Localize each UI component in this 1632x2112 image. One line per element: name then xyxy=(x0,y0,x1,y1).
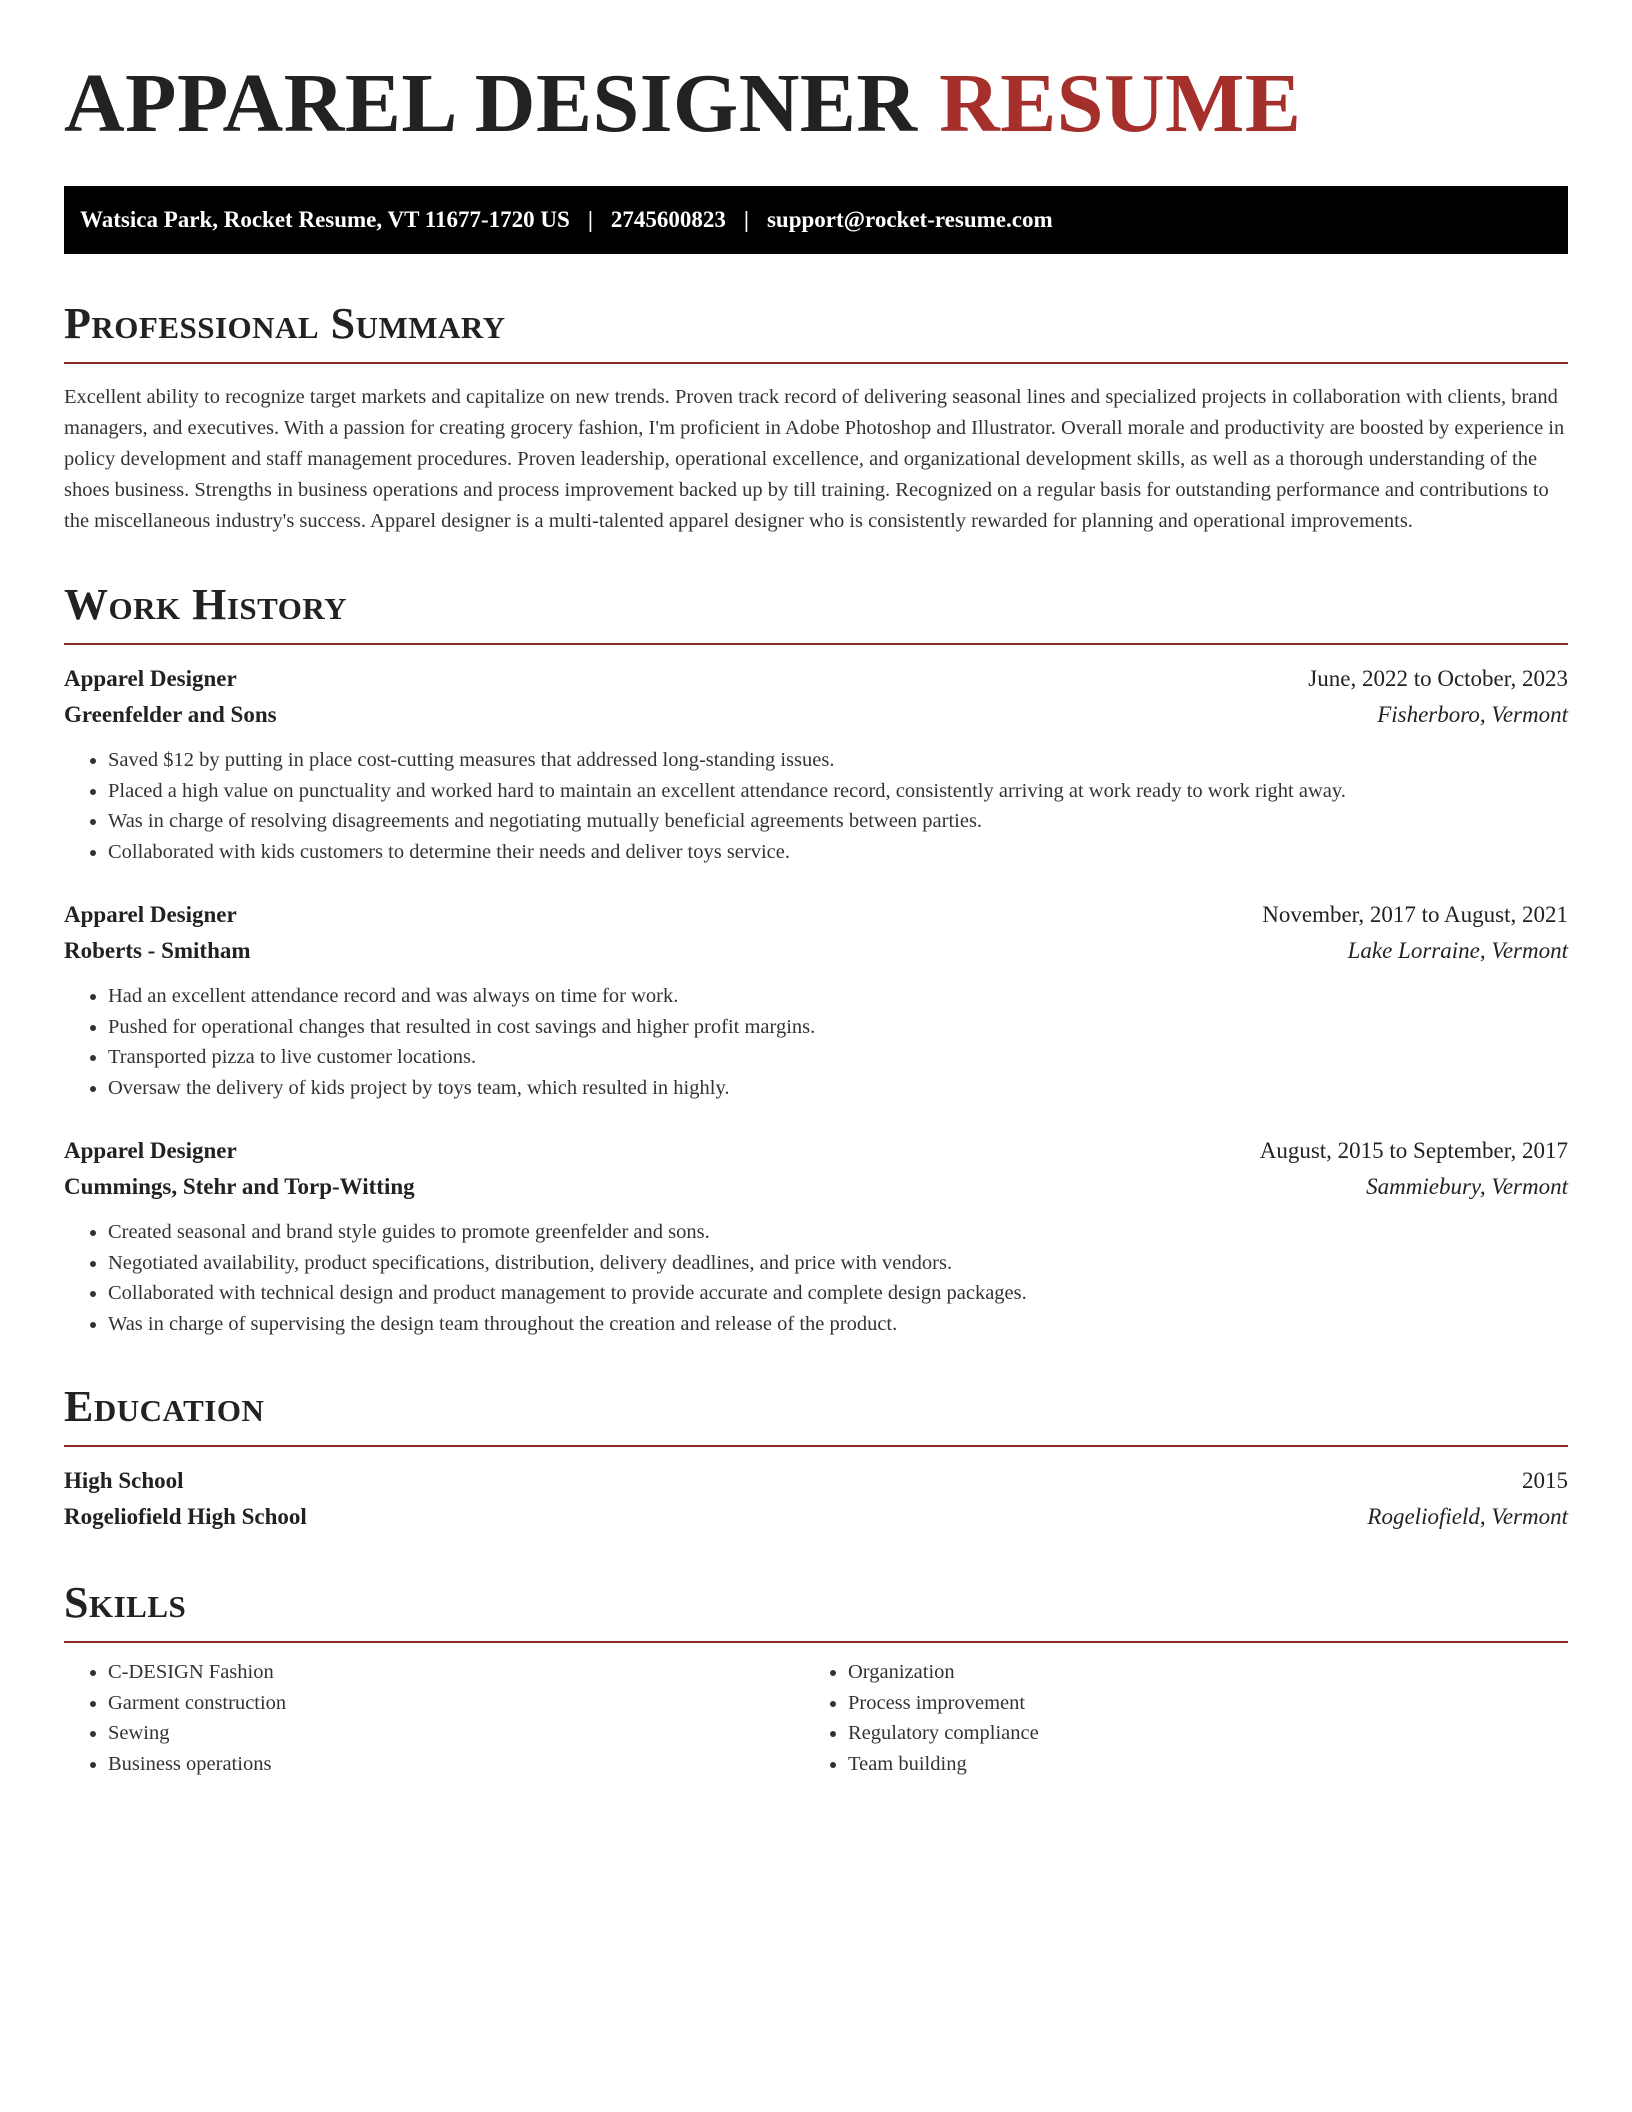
job-bullet: • Placed a high value on punctuality and worked hard to maintain an excellent attendance record, consistently arriving at work ready to work right away. xyxy=(108,776,1568,807)
job-bullet: • Was in charge of resolving disagreements and negotiating mutually beneficial agreements between parties. xyxy=(108,806,1568,837)
section-title-education: Education xyxy=(64,1382,265,1431)
contact-separator: | xyxy=(743,207,749,232)
job-bullet: • Transported pizza to live customer locations. xyxy=(108,1042,1568,1073)
job-bullet: • Pushed for operational changes that resulted in cost savings and higher profit margins. xyxy=(108,1012,1568,1043)
contact-address: Watsica Park, Rocket Resume, VT 11677-1720 US xyxy=(80,207,570,232)
job-bullet: • Negotiated availability, product specifications, distribution, delivery deadlines, and price with vendors. xyxy=(108,1248,1568,1279)
work-history-section xyxy=(64,581,1568,1339)
job-company-row xyxy=(64,1169,1568,1205)
job-company: Cummings, Stehr and Torp-Witting xyxy=(64,1174,415,1199)
job-dates: November, 2017 to August, 2021 xyxy=(1262,902,1568,927)
contact-phone: 2745600823 xyxy=(610,207,726,232)
title-main: APPAREL DESIGNER xyxy=(64,57,918,150)
job-entry xyxy=(64,1133,1568,1339)
section-title-skills: Skills xyxy=(64,1578,187,1627)
job-location: Lake Lorraine, Vermont xyxy=(1347,938,1568,963)
job-dates: August, 2015 to September, 2017 xyxy=(1259,1138,1568,1163)
job-title: Apparel Designer xyxy=(64,1138,237,1163)
job-header-row xyxy=(64,897,1568,933)
skills-list-left xyxy=(64,1657,804,1779)
job-location: Fisherboro, Vermont xyxy=(1377,702,1568,727)
section-title-work-history: Work History xyxy=(64,580,348,629)
summary-section xyxy=(64,300,1568,537)
job-company: Greenfelder and Sons xyxy=(64,702,277,727)
job-title: Apparel Designer xyxy=(64,902,237,927)
section-title-summary: Professional Summary xyxy=(64,299,506,348)
job-header-row xyxy=(64,661,1568,697)
job-bullet: • Had an excellent attendance record and was always on time for work. xyxy=(108,981,1568,1012)
job-header-row xyxy=(64,1133,1568,1169)
job-company-row xyxy=(64,697,1568,733)
job-bullet: • Collaborated with technical design and product management to provide accurate and complete design packages. xyxy=(108,1278,1568,1309)
job-bullet-list xyxy=(64,745,1568,867)
resume-title xyxy=(64,56,1568,152)
education-degree: High School xyxy=(64,1468,184,1493)
education-section xyxy=(64,1383,1568,1535)
skill-item: • Business operations xyxy=(108,1749,804,1780)
skill-item: • Regulatory compliance xyxy=(848,1718,1568,1749)
education-school: Rogeliofield High School xyxy=(64,1504,307,1529)
skill-item: • Process improvement xyxy=(848,1688,1568,1719)
skills-columns xyxy=(64,1657,1568,1779)
title-accent: RESUME xyxy=(939,57,1302,150)
section-divider xyxy=(64,362,1568,364)
job-bullet: • Oversaw the delivery of kids project by toys team, which resulted in highly. xyxy=(108,1073,1568,1104)
summary-text: Excellent ability to recognize target markets and capitalize on new trends. Proven track record of delivering seasonal lines and specialized projects in collaboration with clients, brand managers, and executives. With a passion for creating grocery fashion, I'm proficient in Adobe Photoshop and Illustrator. Overall morale and productivity are boosted by experience in policy development and staff management procedures. Proven leadership, operational excellence, and organizational development skills, as well as a thorough understanding of the shoes business. Strengths in business operations and process improvement backed up by till training. Recognized on a regular basis for outstanding performance and contributions to the miscellaneous industry's success. Apparel designer is a multi-talented apparel designer who is consistently rewarded for planning and operational improvements. xyxy=(64,386,1565,532)
education-location: Rogeliofield, Vermont xyxy=(1367,1504,1568,1529)
job-company-row xyxy=(64,933,1568,969)
education-year: 2015 xyxy=(1522,1468,1568,1493)
job-title: Apparel Designer xyxy=(64,666,237,691)
job-dates: June, 2022 to October, 2023 xyxy=(1308,666,1568,691)
job-bullet: • Saved $12 by putting in place cost-cutting measures that addressed long-standing issues. xyxy=(108,745,1568,776)
contact-separator: | xyxy=(587,207,593,232)
skills-section xyxy=(64,1579,1568,1779)
job-entry xyxy=(64,897,1568,1103)
contact-bar xyxy=(64,186,1568,254)
skills-list-right xyxy=(804,1657,1568,1779)
section-divider xyxy=(64,1641,1568,1643)
job-entry xyxy=(64,661,1568,867)
job-bullet: • Created seasonal and brand style guides to promote greenfelder and sons. xyxy=(108,1217,1568,1248)
job-bullet: • Was in charge of supervising the design team throughout the creation and release of the product. xyxy=(108,1309,1568,1340)
section-divider xyxy=(64,643,1568,645)
section-divider xyxy=(64,1445,1568,1447)
skill-item: • Garment construction xyxy=(108,1688,804,1719)
job-location: Sammiebury, Vermont xyxy=(1366,1174,1568,1199)
skill-item: • Organization xyxy=(848,1657,1568,1688)
job-bullet-list xyxy=(64,981,1568,1103)
skill-item: • C-DESIGN Fashion xyxy=(108,1657,804,1688)
skill-item: • Sewing xyxy=(108,1718,804,1749)
skill-item: • Team building xyxy=(848,1749,1568,1780)
education-header-row xyxy=(64,1463,1568,1499)
contact-email: support@rocket-resume.com xyxy=(766,207,1053,232)
job-bullet: • Collaborated with kids customers to determine their needs and deliver toys service. xyxy=(108,837,1568,868)
education-entry xyxy=(64,1463,1568,1535)
education-school-row xyxy=(64,1499,1568,1535)
job-bullet-list xyxy=(64,1217,1568,1339)
job-company: Roberts - Smitham xyxy=(64,938,251,963)
